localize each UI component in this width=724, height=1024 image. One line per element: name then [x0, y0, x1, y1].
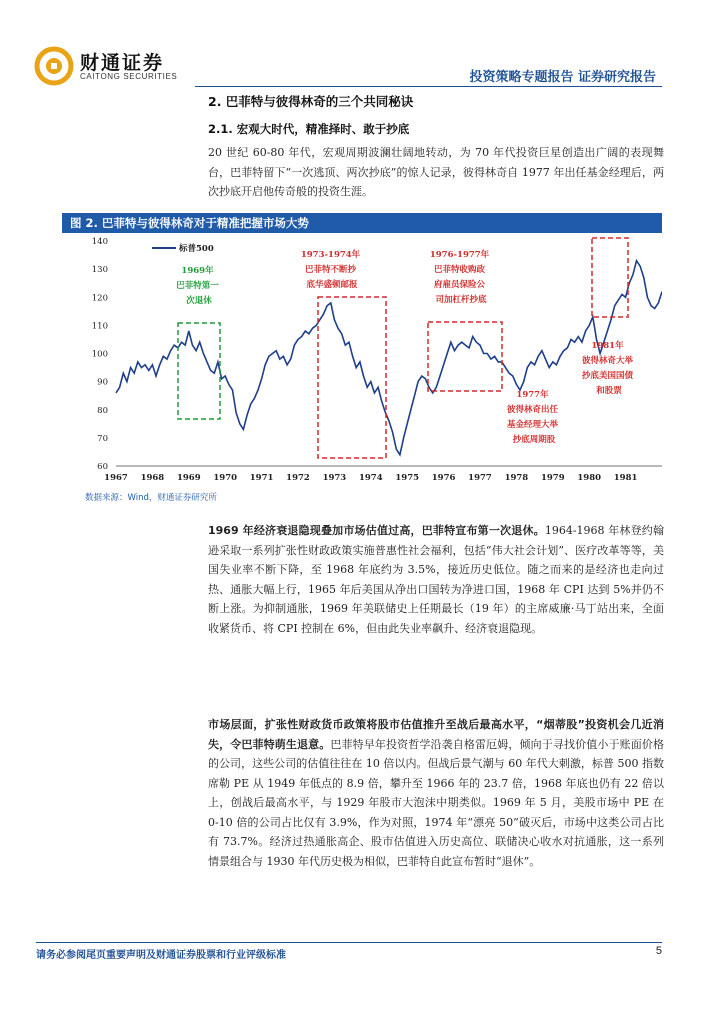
- figure-source: 数据来源：Wind，财通证券研究所: [85, 493, 217, 503]
- x-tick-label: 1976: [431, 473, 456, 483]
- y-tick-label: 140: [91, 237, 108, 247]
- annotation-1969: [176, 265, 221, 306]
- annotation-1976-1977: [430, 249, 492, 305]
- x-tick-label: 1981: [613, 473, 638, 483]
- figure-title: 图 2. 巴菲特与彼得林奇对于精准把握市场大势: [70, 216, 309, 230]
- annotation-1969-line: 1969年: [181, 266, 214, 276]
- y-tick-label: 120: [91, 293, 108, 304]
- annotation-1976-1977-line: 司加杠杆抄底: [435, 295, 487, 305]
- x-tick-label: 1972: [286, 473, 310, 483]
- x-axis: [104, 473, 637, 483]
- annotation-1981-line: 抄底美国国债: [582, 371, 634, 381]
- x-tick-label: 1980: [577, 473, 602, 483]
- intro-paragraph: 20 世纪 60-80 年代，宏观周期波澜壮阔地转动，为 70 年代投资巨星创造出广阔的表现舞台，巴菲特留下“一次逃顶、两次抄底”的惊人记录，彼得林奇自 1977 年出任基金经理后，两次抄底开启他传奇般的投资生涯。: [208, 146, 664, 198]
- y-tick-label: 100: [91, 349, 108, 360]
- page-number: 5: [655, 945, 662, 957]
- x-tick-label: 1975: [395, 473, 420, 483]
- logo-emblem-icon: [34, 46, 74, 86]
- x-tick-label: 1970: [213, 473, 238, 483]
- footer-divider: [36, 942, 662, 943]
- x-tick-label: 1979: [540, 473, 565, 483]
- annotation-1976-1977-line: 1976-1977年: [429, 250, 490, 260]
- x-tick-label: 1973: [322, 473, 347, 483]
- x-tick-label: 1977: [468, 473, 492, 483]
- footer-disclaimer: 请务必参阅尾页重要声明及财通证券股票和行业评级标准: [36, 950, 286, 961]
- annotation-1976-1977-line: 巴菲特收购政: [434, 265, 486, 275]
- report-type-label: 投资策略专题报告 证券研究报告: [469, 70, 656, 85]
- y-tick-label: 60: [97, 462, 108, 472]
- section-title: 2. 巴菲特与彼得林奇的三个共同秘诀: [208, 94, 414, 109]
- annotation-1973-1974-line: 1973-1974年: [300, 250, 361, 260]
- y-tick-label: 130: [91, 265, 108, 276]
- sp500-line-chart: [62, 233, 662, 489]
- annotation-1973-1974: [301, 249, 363, 290]
- paragraph-valuation-lead: 市场层面，扩张性财政货币政策将股市估值推升至战后最高水平，“烟蒂股”投资机会几近消失，令巴菲特萌生退意。: [208, 718, 664, 751]
- annotation-1976-1977-line: 府雇员保险公: [434, 280, 486, 290]
- paragraph-valuation: [208, 715, 664, 871]
- x-tick-label: 1969: [176, 473, 201, 483]
- x-tick-label: 1978: [504, 473, 529, 483]
- annotation-1969-line: 巴菲特第一: [176, 281, 219, 291]
- y-tick-label: 70: [97, 433, 108, 444]
- annotation-1973-1974-line: 巴菲特不断抄: [305, 265, 357, 275]
- company-logo: [34, 46, 184, 86]
- y-tick-label: 110: [91, 321, 108, 332]
- paragraph-retirement-text: 1964-1968 年林登约翰逊采取一系列扩张性财政政策实施普惠性社会福利，包括“伟大社会计划”、医疗改革等等，美国失业率不断下降，至 1968 年底约为 3.5%，接近历史低位。随之而来的是经济也走向过热、通胀大幅上行，1965 年后美国从净出口国转为净进口国，1968 年 CPI 达到 5%并仍不断上涨。为抑制通胀，1969 年美联储史上任期最长（19 年）的主席威廉·马丁站出来，全面收紧货币、将 CPI 控制在 6%，但由此失业率飙升、经济衰退隐现。: [208, 524, 664, 635]
- y-axis: [92, 237, 108, 472]
- header-divider: [195, 86, 662, 87]
- paragraph-valuation-text: 巴菲特早年投资哲学沿袭自格雷厄姆，倾向于寻找价值小于账面价格的公司，这些公司的估值往往在 10 倍以内。但战后景气潮与 60 年代大刺激，标普 500 指数席勒 PE 从 1949 年低点的 8.9 倍，攀升至 1966 年的 23.7 倍，1968 年底也仍有 22 倍以上，创战后最高水平，与 1929 年股市大泡沫中期类似。1969 年 5 月，美股市场中 PE 在 0-10 倍的公司占比仅有 3.9%，作为对照，1974 年“漂亮 50”破灭后，市场中这类公司占比有 73.7%。经济过热通胀高企、股市估值进入历史高位、联储决心收水对抗通胀，这一系列情景组合与 1930 年代历史极为相似，巴菲特自此宣布暂时“退休”。: [208, 737, 664, 868]
- annotation-1977-line: 1977年: [516, 390, 549, 400]
- highlight-box-1973-1974: [318, 297, 386, 458]
- y-tick-label: 80: [97, 405, 108, 416]
- annotation-1981-line: 彼得林奇大举: [582, 356, 634, 366]
- annotation-1977-line: 彼得林奇出任: [507, 405, 559, 415]
- annotation-1981-line: 和股票: [596, 386, 622, 396]
- logo-english-name: CAITONG SECURITIES: [80, 72, 178, 81]
- highlight-box-1981: [592, 238, 628, 317]
- x-tick-label: 1967: [104, 473, 128, 483]
- x-tick-label: 1968: [140, 473, 165, 483]
- annotation-1977: [507, 389, 561, 445]
- annotation-1969-line: 次退休: [186, 296, 212, 306]
- annotation-1981: [581, 340, 636, 396]
- y-tick-label: 90: [97, 377, 108, 388]
- annotation-1977-line: 基金经理大举: [507, 420, 559, 430]
- legend-label: 标普500: [179, 244, 214, 254]
- figure-title-bar: [62, 213, 662, 233]
- logo-chinese-name: 财通证券: [80, 52, 165, 74]
- x-tick-label: 1971: [249, 473, 274, 483]
- paragraph-retirement-lead: 1969 年经济衰退隐现叠加市场估值过高，巴菲特宣布第一次退休。: [208, 524, 545, 537]
- x-tick-label: 1974: [358, 473, 383, 483]
- annotation-1973-1974-line: 底华盛顿邮报: [306, 280, 358, 290]
- highlight-box-1969: [178, 323, 220, 419]
- subsection-title: 2.1. 宏观大时代，精准择时、敢于抄底: [208, 122, 410, 136]
- paragraph-retirement: [208, 521, 664, 638]
- annotation-1981-line: 1981年: [591, 341, 624, 351]
- annotation-1977-line: 抄底周期股: [512, 435, 556, 445]
